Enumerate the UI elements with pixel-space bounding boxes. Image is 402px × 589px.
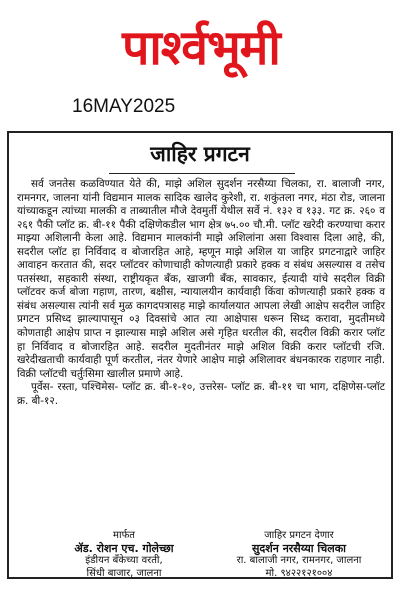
notice-title: जाहिर प्रगटन	[150, 142, 250, 166]
advocate-heading: मार्फत	[113, 530, 135, 541]
public-notice-box	[7, 131, 393, 579]
notice-body	[17, 178, 385, 408]
advocate-address-line-1: इंडीयन बँकेच्या वरती,	[85, 555, 163, 566]
publication-date: 16MAY2025	[72, 96, 176, 117]
notice-paragraph: सर्व जनतेस कळविण्यात येते की, माझे अशिल सुदर्शन नरसैय्या चिलका, रा. बालाजी नगर, रामनगर, जालना यांनी विद्यमान मालक सादिक खालेद कुरेशी, रा. शकुंतला नगर, मंठा रोड, जालना यांच्याकडून त्यांच्या मालकी व ताब्यातील मौजे देवमुर्ती येथील सर्वे नं. १३२ व १३३. गट क्र. २६० व २६१ पैकी प्लॉट क्र. बी-११ पैकी दक्षिणेकडील भाग क्षेत्र ७५.०० चौ.मी. प्लॉट खरेदी करण्याचा करार माझ्या अशिलानी केला आहे. विद्यमान मालकांनी माझे अशिलांना असा विश्वास दिला आहे, की, सदरील प्लॉट हा निर्विवाद व बोजारहित आहे, म्हणून माझे अशिल या जाहिर प्रगटनाद्वारे जाहिर आवाहन करतात की, सदर प्लॉटवर कोणाचाही कोणत्याही प्रकारे हक्क व संबंध असल्यास व तसेच पतसंस्था, सहकारी संस्था, राष्ट्रीयकृत बँक, खाजगी बँक, सावकार, ईत्यादी यांचे सदरील विक्री प्लॉटवर कर्ज बोजा गहाण, तारण, बक्षीस, न्यायालयीन कार्यवाही किंवा कोणत्याही प्रकारे हक्क व संबंध असल्यास त्यांनी सर्व मुळ कागदपत्रासह माझे कार्यालयात आपला लेखी आक्षेप सदरील जाहिर प्रगटन प्रसिध्द झाल्यापासून ०३ दिवसांचे आत त्या आक्षेपास धरून सिध्द करावा, मुदतीमध्ये कोणताही आक्षेप प्राप्त न झाल्यास माझे अशिल असे गृहित धरतील की, सदरील विक्री करार प्लॉट हा निर्विवाद व बोजारहित आहे. सदरील मुदतीनंतर माझे अशिल विक्री करार प्लॉटची रजि. खरेदीखताची कार्यवाही पूर्ण करतील, नंतर येणारे आक्षेप माझे अशिलावर बंधनकारक राहणार नाही. विक्री प्लॉटची चर्तुःसिमा खालील प्रमाणे आहे.	[17, 178, 385, 380]
issuer-heading: जाहिर प्रगटन देणार	[264, 530, 334, 541]
issuer-address: रा. बालाजी नगर, रामनगर, जालना	[236, 555, 362, 566]
issuer-block	[209, 530, 389, 580]
newspaper-masthead: पार्श्वभूमी	[122, 20, 280, 76]
advocate-address-line-2: सिंधी बाजार, जालना	[86, 567, 162, 579]
advocate-block	[54, 530, 194, 580]
title-underline	[109, 173, 295, 174]
advocate-name: ॲड. रोशन एच. गोलेच्छा	[74, 541, 174, 555]
notice-boundaries: पूर्वेस- रस्ता, पश्चिमेस- प्लॉट क्र. बी-१-१०, उत्तरेस- प्लॉट क्र. बी-११ चा भाग, दक्षिणेस-प्लॉट क्र. बी-१२.	[17, 381, 385, 407]
issuer-name: सुदर्शन नरसैय्या चिलका	[252, 541, 346, 555]
issuer-phone: मो. ९४२२१२१००४	[265, 567, 333, 579]
